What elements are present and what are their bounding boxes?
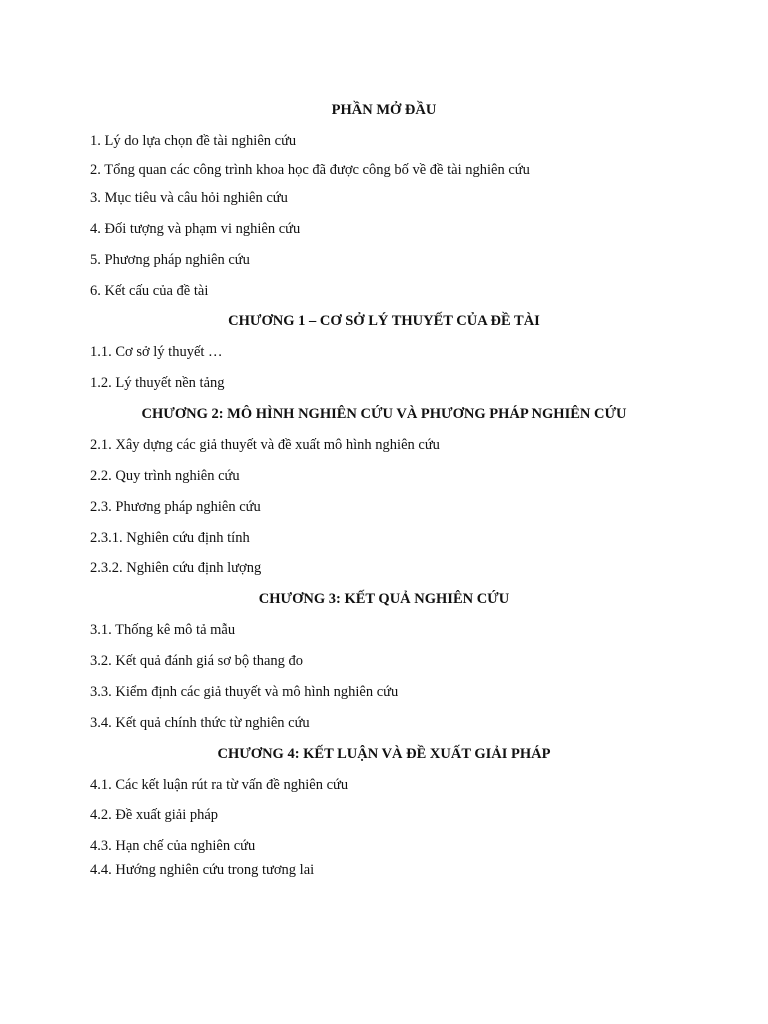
chapter4-item-2: 4.2. Đề xuất giải pháp [90, 807, 219, 823]
chapter3-item-1: 3.1. Thống kê mô tả mẫu [90, 622, 236, 638]
intro-item-1: 1. Lý do lựa chọn đề tài nghiên cứu [90, 133, 297, 149]
intro-heading: PHẦN MỞ ĐẦU [331, 102, 437, 118]
chapter2-item-2: 2.2. Quy trình nghiên cứu [90, 468, 240, 484]
chapter4-item-1: 4.1. Các kết luận rút ra từ vấn đề nghiên cứu [90, 777, 349, 793]
chapter2-item-5: 2.3.2. Nghiên cứu định lượng [90, 560, 262, 576]
intro-item-5: 5. Phương pháp nghiên cứu [90, 252, 250, 268]
chapter3-heading: CHƯƠNG 3: KẾT QUẢ NGHIÊN CỨU [258, 591, 510, 607]
intro-item-3: 3. Mục tiêu và câu hỏi nghiên cứu [90, 190, 288, 206]
chapter2-item-3: 2.3. Phương pháp nghiên cứu [90, 499, 261, 515]
chapter3-item-3: 3.3. Kiểm định các giả thuyết và mô hình nghiên cứu [90, 684, 399, 700]
chapter1-heading: CHƯƠNG 1 – CƠ SỞ LÝ THUYẾT CỦA ĐỀ TÀI [228, 313, 540, 329]
chapter2-heading: CHƯƠNG 2: MÔ HÌNH NGHIÊN CỨU VÀ PHƯƠNG PHÁP NGHIÊN CỨU [141, 406, 627, 422]
chapter4-item-4: 4.4. Hướng nghiên cứu trong tương lai [90, 862, 315, 878]
chapter1-item-1: 1.1. Cơ sở lý thuyết … [90, 344, 223, 360]
chapter4-item-3: 4.3. Hạn chế của nghiên cứu [90, 838, 256, 854]
chapter3-item-4: 3.4. Kết quả chính thức từ nghiên cứu [90, 715, 310, 731]
intro-item-2: 2. Tổng quan các công trình khoa học đã được công bố về đề tài nghiên cứu [90, 162, 530, 178]
intro-item-6: 6. Kết cấu của đề tài [90, 283, 209, 299]
chapter3-item-2: 3.2. Kết quả đánh giá sơ bộ thang đo [90, 653, 304, 669]
intro-item-4: 4. Đối tượng và phạm vi nghiên cứu [90, 221, 301, 237]
chapter2-item-4: 2.3.1. Nghiên cứu định tính [90, 530, 250, 546]
chapter2-item-1: 2.1. Xây dựng các giả thuyết và đề xuất mô hình nghiên cứu [90, 437, 440, 453]
chapter1-item-2: 1.2. Lý thuyết nền tảng [90, 375, 225, 391]
chapter4-heading: CHƯƠNG 4: KẾT LUẬN VÀ ĐỀ XUẤT GIẢI PHÁP [217, 746, 551, 762]
